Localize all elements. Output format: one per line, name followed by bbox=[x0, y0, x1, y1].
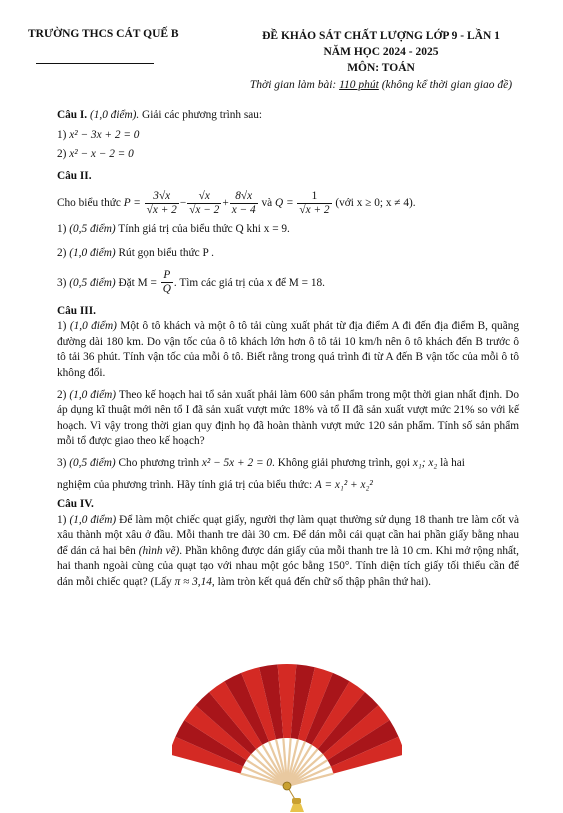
q2-item-3: 3) (0,5 điểm) Đặt M = $\frac{P}{Q}$ . Tìm các giá trị của x để M = 18. bbox=[57, 269, 325, 296]
fan-rivet bbox=[283, 782, 291, 790]
school-underline bbox=[36, 63, 154, 64]
exam-header bbox=[226, 28, 536, 93]
q2-expressions: Cho biểu thức P = $\frac{3√x}{√x + 2}$ − $\frac{√x}{√x - 2}$ + $\frac{8√x}{x - 4}$ và Q = $\frac{1}{√x + 2}$ (với x ≥ 0; x ≠ 4). bbox=[57, 190, 416, 217]
time-value: 110 phút bbox=[339, 79, 379, 91]
q4-item-1: 1) (1,0 điểm) Để làm một chiếc quạt giấy, người thợ làm quạt thường sử dụng 18 thanh tre làm cốt và xâu thành một xâu ở đầu. Mỗi thanh tre dài 30 cm. Để dán mỗi cái quạt cần hai phần giấy bằng nhau để dán cả hai bên (hình vẽ). Phần không được dán giấy của mỗi thanh tre là 10 cm. Khi mở rộng nhất, hai thanh ngoài cùng của quạt tạo với nhau một góc bằng 150°. Tính diện tích giấy tối thiểu cần để dán mỗi chiếc quạt? (Lấy π ≈ 3,14, làm tròn kết quả đến chữ số thập phân thứ hai). bbox=[57, 513, 520, 589]
subject: MÔN: TOÁN bbox=[347, 62, 415, 74]
q1-equation-1: 1) x² − 3x + 2 = 0 bbox=[57, 128, 140, 141]
school-year: NĂM HỌC 2024 - 2025 bbox=[323, 46, 439, 58]
m-fraction: $\frac{P}{Q}$ bbox=[162, 269, 171, 296]
q2-item-1: 1) (0,5 điểm) Tính giá trị của biểu thức Q khi x = 9. bbox=[57, 223, 290, 236]
red-paper-fan-illustration bbox=[172, 658, 402, 813]
q1-equation-2: 2) x² − x − 2 = 0 bbox=[57, 148, 134, 161]
q3-heading: Câu III. bbox=[57, 304, 96, 317]
q-fraction: $\frac{1}{√x + 2}$ bbox=[299, 190, 330, 217]
time-allowed: Thời gian làm bài: 110 phút (không kể thời gian giao đề) bbox=[249, 79, 513, 91]
fan-tassel bbox=[287, 786, 304, 812]
fan-paper bbox=[172, 664, 402, 774]
p-term-3: $\frac{8√x}{x - 4}$ bbox=[231, 190, 256, 217]
q2-heading: Câu II. bbox=[57, 169, 92, 182]
q2-item-2: 2) (1,0 điểm) Rút gọn biểu thức P . bbox=[57, 246, 214, 259]
q3-item-1: 1) (1,0 điểm) Một ô tô khách và một ô tô tải cùng xuất phát từ địa điểm A đi đến địa điểm B, quãng đường dài 180 km. Do vận tốc của ô tô khách lớn hơn ô tô tải 10 km/h nên ô tô khách đến B trước ô tô tải 36 phút. Tính vận tốc của mỗi ô tô. Biết rằng trong quá trình đi từ A đến B vận tốc của mỗi ô tô không đổi. bbox=[57, 320, 520, 379]
exam-content bbox=[57, 108, 519, 591]
p-term-2: $\frac{√x}{√x - 2}$ bbox=[189, 190, 220, 217]
p-term-1: $\frac{3√x}{√x + 2}$ bbox=[146, 190, 177, 217]
q3-item-3: 3) (0,5 điểm) Cho phương trình x² − 5x + 2 = 0. Không giải phương trình, gọi x₁; x₂ là hai bbox=[57, 456, 465, 469]
q3-item-3-line2: nghiệm của phương trình. Hãy tính giá trị của biểu thức: A = x₁² + x₂² bbox=[57, 478, 373, 491]
exam-title: ĐỀ KHẢO SÁT CHẤT LƯỢNG LỚP 9 - LẦN 1 bbox=[262, 30, 500, 42]
school-name: TRƯỜNG THCS CÁT QUẾ B bbox=[28, 28, 179, 40]
q1-prompt: Câu I. (1,0 điểm). Giải các phương trình sau: bbox=[57, 109, 263, 121]
q3-item-2: 2) (1,0 điểm) Theo kế hoạch hai tổ sản xuất phải làm 600 sản phẩm trong một thời gian nhất định. Do áp dụng kĩ thuật mới nên tổ I đã sản xuất vượt mức 18% và tổ II đã sản xuất vượt mức 21% so với kế hoạch. Vì vậy trong thời gian quy định họ đã hoàn thành vượt mức 120 sản phẩm. Tính số sản phẩm mỗi tổ được giao theo kế hoạch? bbox=[57, 388, 520, 448]
q4-heading: Câu IV. bbox=[57, 498, 94, 511]
